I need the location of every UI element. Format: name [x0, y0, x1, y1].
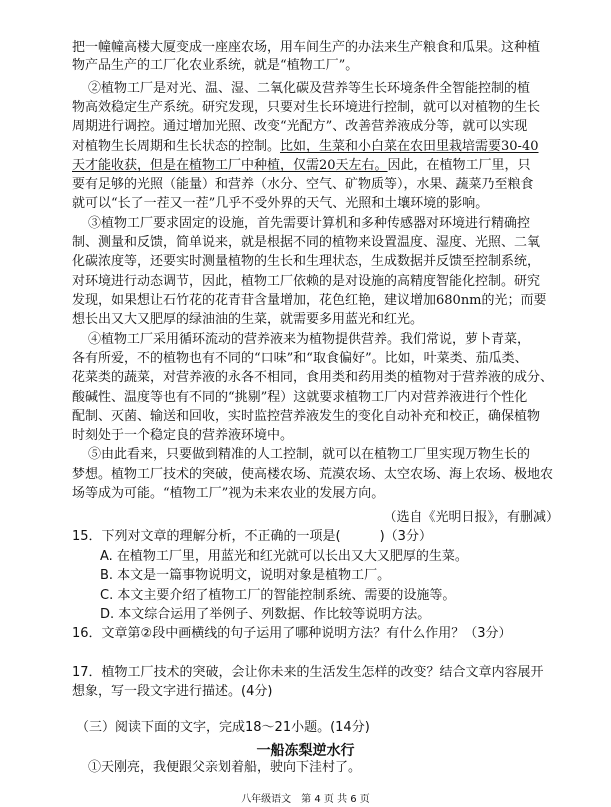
option-a: A. 在植物工厂里，用蓝光和红光就可以长出又大又肥厚的生菜。 — [100, 549, 468, 564]
passage-line: 就可以“长了一茬又一茬”几乎不受外界的天气、光照和土壤环境的影响。 — [72, 196, 489, 211]
passage-line-mixed — [72, 139, 539, 155]
question-17-line2: 想象，写一段文字进行描述。(4分) — [72, 684, 273, 699]
passage-line: 发现，如果想让石竹花的花青苷含量增加，花色红艳，建议增加680nm的光；而要 — [72, 293, 547, 308]
passage-line: 时刻处于一个稳定良的营养液环境中。 — [72, 428, 294, 443]
passage-line: 梦想。植物工厂技术的突破，使高楼农场、荒漠农场、太空农场、海上农场、极地农 — [72, 467, 554, 482]
question-15: 15．下列对文章的理解分析，不正确的一项是( )（3分） — [72, 529, 432, 544]
passage-line: 物产品生产的工厂化农业系统，就是“植物工厂”。 — [72, 58, 359, 73]
passage-line: 花菜类的蔬菜，对营养液的永各不相同，食用类和药用类的植物对于营养液的成分、 — [72, 370, 554, 385]
passage-line: 各有所爱，不的植物也有不同的“口味”和“取食偏好”。比如，叶菜类、茄瓜类、 — [72, 351, 528, 366]
underlined-sentence-part1: 比如，生菜和小白菜在农田里栽培需要30-40 — [280, 139, 539, 154]
option-c: C. 本文主要介绍了植物工厂的智能控制系统、需要的设施等。 — [100, 588, 456, 603]
passage-text: 因此，在植物工厂里，只 — [387, 158, 531, 173]
passage-line: 对环境进行动态调节，因此，植物工厂依赖的是对设施的高精度智能化控制。研究 — [72, 274, 541, 289]
passage-line: 酸碱性、温度等也有不同的“挑剔”程）这就要求植物工厂内对营养液进行个性化 — [72, 390, 528, 405]
passage-line: ⑤由此看来，只要做到精准的人工控制，就可以在植物工厂里实现万物生长的 — [88, 447, 531, 462]
passage-line: ③植物工厂要求固定的设施，首先需要计算机和多种传感器对环境进行精确控 — [88, 216, 531, 231]
passage-text: 对植物生长周期和生长状态的控制。 — [72, 139, 281, 154]
option-b: B. 本文是一篇事物说明文，说明对象是植物工厂。 — [100, 568, 391, 583]
passage-line: ②植物工厂是对光、温、湿、二氧化碳及营养等生长环境条件全智能控制的植 — [88, 81, 531, 96]
underlined-sentence-part2: 天才能收获，但是在植物工厂中种植，仅需20天左右。 — [72, 158, 388, 173]
page-footer: 八年级语文 第 4 页 共 6 页 — [241, 794, 370, 805]
passage-line: 想长出又大又肥厚的绿油油的生菜，就需要多用蓝光和红光。 — [72, 312, 424, 327]
passage-line: 配制、灭菌、输送和回收，实时监控营养液发生的变化自动补充和校正，确保植物 — [72, 409, 541, 424]
passage-line: 周期进行调控。通过增加光照、改变“光配方”、改善营养液成分等，就可以实现 — [72, 119, 528, 134]
section-heading: （三）阅读下面的文字，完成18～21小题。(14分) — [76, 720, 370, 735]
option-d: D. 本文综合运用了举例子、列数据、作比较等说明方法。 — [100, 607, 431, 622]
passage-line: 场等成为可能。“植物工厂”视为未来农业的发展方向。 — [72, 486, 385, 501]
article-title: 一船冻梨逆水行 — [256, 743, 355, 759]
question-17-line1: 17．植物工厂技术的突破，会让你未来的生活发生怎样的改变？结合文章内容展开 — [72, 665, 544, 680]
source-citation: （选自《光明日报》，有删减） — [383, 510, 559, 525]
passage-line: 把一幢幢高楼大厦变成一座座农场，用车间生产的办法来生产粮食和瓜果。这种植 — [72, 40, 541, 55]
question-16: 16．文章第②段中画横线的句子运用了哪种说明方法？有什么作用？（3分） — [72, 626, 512, 641]
passage-line: 物高效稳定生产系统。研究发现，只要对生长环境进行控制，就可以对植物的生长 — [72, 100, 541, 115]
passage-line: ④植物工厂采用循环流动的营养液来为植物提供营养。我们常说，萝卜青菜， — [88, 332, 531, 347]
passage-line: 要有足够的光照（能量）和营养（水分、空气、矿物质等），水果、蔬菜乃至粮食 — [72, 177, 534, 192]
passage-line-mixed — [72, 158, 531, 174]
passage-line: 化碳浓度等，还要实时测量植物的生长和生理状态，生成数据并反馈至控制系统， — [72, 254, 541, 269]
passage-line: 制、测量和反馈，简单说来，就是根据不同的植物来设置温度、湿度、光照、二氧 — [72, 235, 541, 250]
article-line: ①天刚亮，我便跟父亲划着船，驶向下洼村了。 — [88, 760, 362, 775]
